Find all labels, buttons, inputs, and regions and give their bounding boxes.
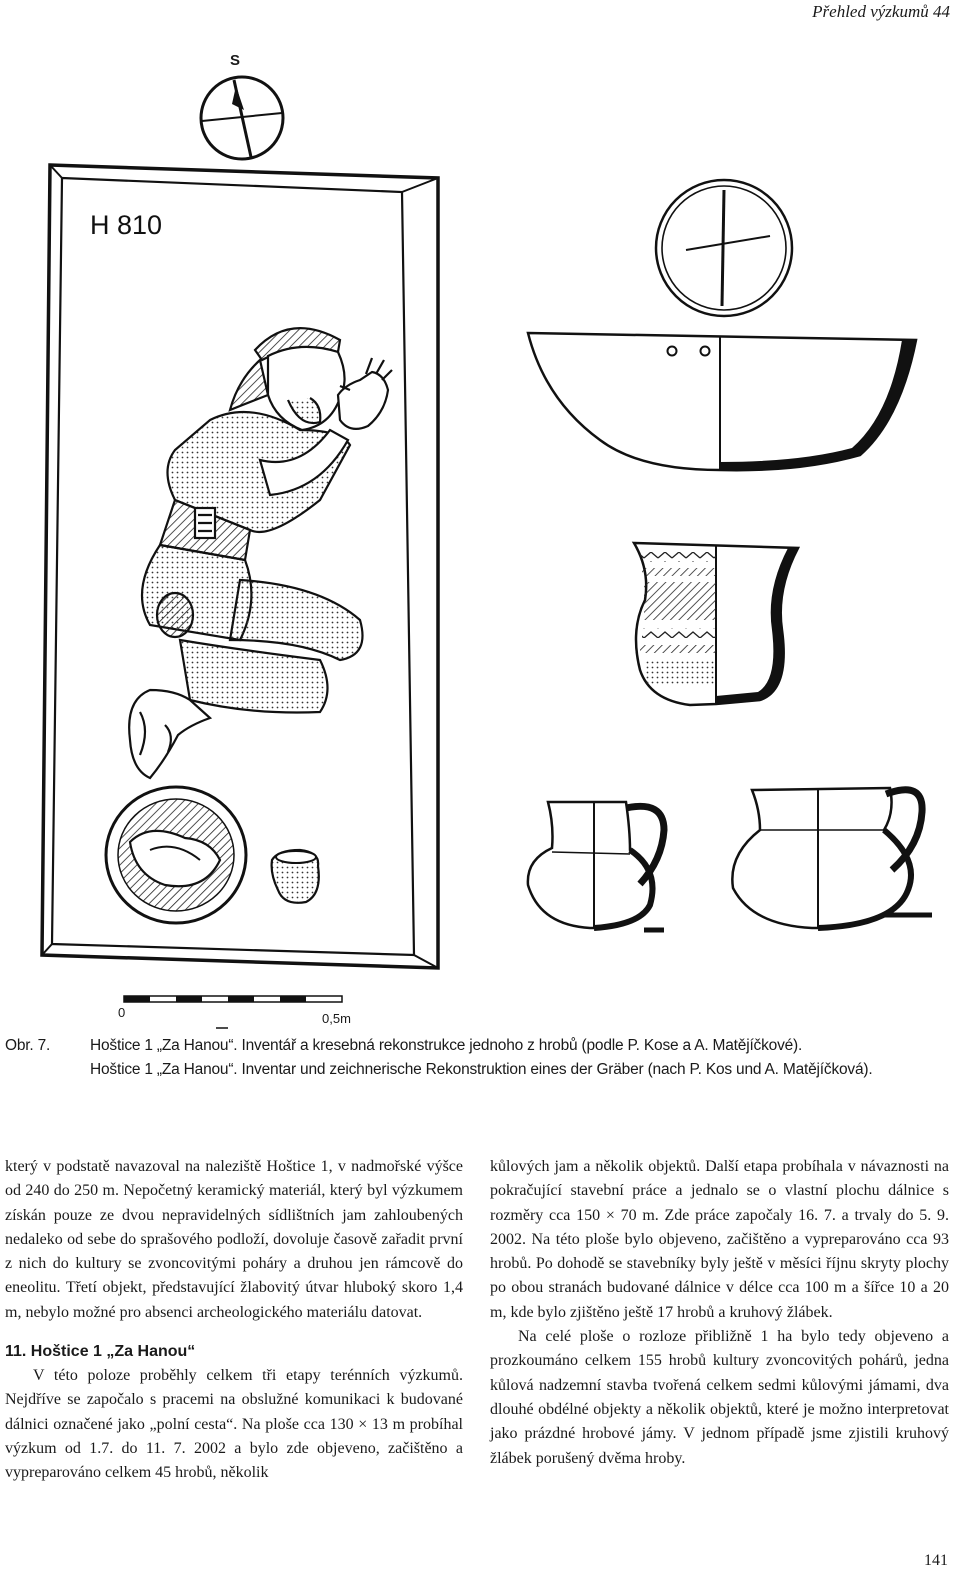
bowl-top-view [656,180,792,316]
section-heading: 11. Hoštice 1 „Za Hanou“ [5,1343,196,1361]
scale-bar [124,996,342,1028]
right-column [490,1155,949,1471]
bell-beaker-drawing [634,543,798,705]
caption-label: Obr. 7. [5,1037,51,1054]
bowl-profile-drawing [528,333,916,470]
caption-german: Hoštice 1 „Za Hanou“. Inventar und zeichnerische Rekonstruktion eines der Gräber (nach P. Kos und A. Matějíčková). [90,1061,873,1078]
compass-icon [201,77,283,159]
left-paragraph-1: který v podstatě navazoval na naleziště Hoštice 1, v nadmořské výšce od 240 do 250 m. Nepočetný keramický materiál, který byl výzkumem získán pouze ze dvou nepravidelných sídlištních jam zahloubených nedaleko od sebe do sprašového podloží, dovoluje časově zařadit první z nich do kultury se zvoncovitými poháry a druhou jen rámcově do eneolitu. Třetí objekt, představující žlabovitý útvar hluboký skoro 1,4 m, nebylo možné pro absenci archeologického materiálu datovat. [5,1158,463,1321]
running-head: Přehled výzkumů 44 [812,2,950,21]
page-number: 141 [924,1552,948,1569]
scale-end-label: 0,5m [322,1011,351,1026]
bowl-in-grave [106,787,246,923]
compass-north-label: S [230,52,241,69]
left-column [5,1155,463,1486]
scale-start-label: 0 [118,1005,126,1020]
figure-caption [5,1034,950,1082]
left-paragraph-2: V této poloze proběhly celkem tři etapy terénních výzkumů. Nejdříve se započalo s pracemi na obslužné komunikaci k budované dálnici označené jako „polní cesta“. Na ploše cca 130 × 13 m probíhal výzkum od 1.7. do 11. 7. 2002 a bylo zde objeveno, začištěno a vypreparováno celkem 45 hrobů, několik [5,1367,463,1482]
skeleton-reconstruction [129,328,392,778]
jug-drawing-right [732,788,932,928]
right-paragraph-1: kůlových jam a několik objektů. Další etapa probíhala v návaznosti na pokračující stavební práce a jednalo se o vlastní plochu dálnice s rozměry cca 150 × 70 m. Zde práce započaly 16. 7. a trvaly do 5. 9. 2002. Na této ploše bylo objeveno, začištěno a vypreparováno cca 93 hrobů. Po dohodě se stavebníky byly ještě v měsíci říjnu skryty plochy po obou stranách budované dálnice v délce cca 100 m a šířce 10 a 20 m, kde bylo zjištěno ještě 17 hrobů a kruhový žlábek. [490,1158,949,1321]
jug-drawing-left [528,802,664,930]
caption-czech: Hoštice 1 „Za Hanou“. Inventář a kresebná rekonstrukce jednoho z hrobů (podle P. Kose a A. Matějíčkové). [90,1037,803,1054]
small-cup-in-grave [272,850,319,903]
grave-number-label: H 810 [90,210,163,240]
right-paragraph-2: Na celé ploše o rozloze přibližně 1 ha bylo tedy objeveno a prozkoumáno celkem 155 hrobů kultury zvoncovitých pohárů, jedna kůlová nadzemní stavba tvořená celkem sedmi kůlovými jámami, dva dlouhé obdélné objekty a několik objektů, které je možno interpretovat jako prázdné hrobové jámy. V jednom případě jsme zjistili kruhový žlábek porušený dvěma hroby. [490,1328,949,1467]
